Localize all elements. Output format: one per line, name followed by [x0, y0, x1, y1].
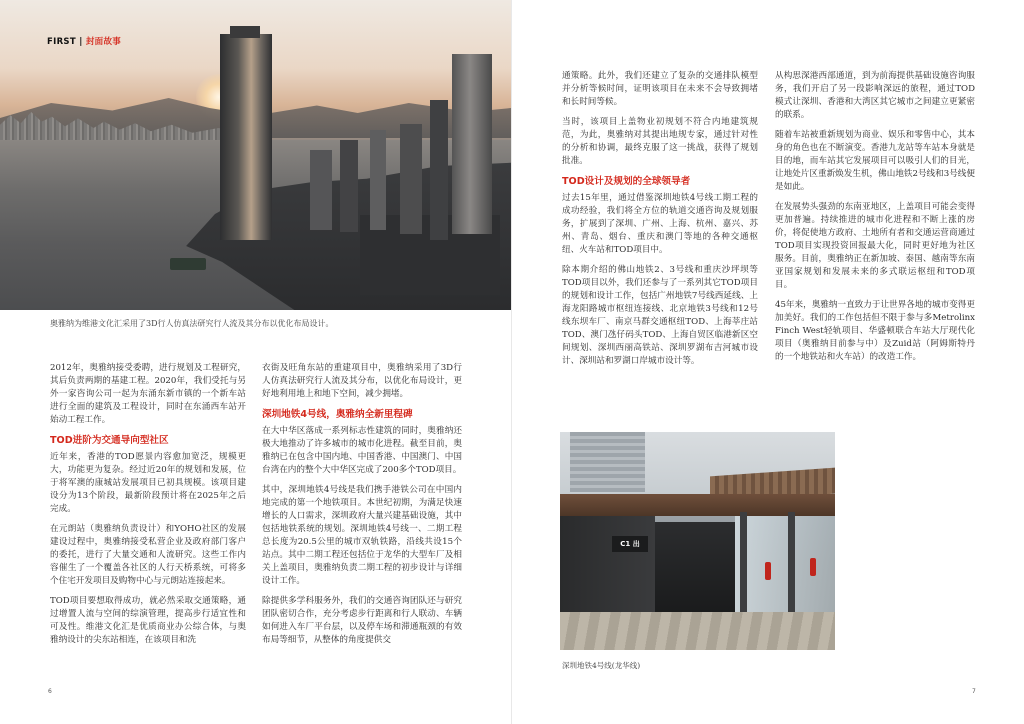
paragraph: 在元朗站（奥雅纳负责设计）和YOHO社区的发展建设过程中，奥雅纳接受私营企业及政府部门客户的委托，进行了大量交通和人流研究。这些工作内容催生了一个覆盖各社区的人行天桥系统，可将多个住宅开发项目及购物中心与元朗站连接起来。: [50, 524, 246, 586]
plaza-floor: [560, 612, 835, 650]
station-caption: 深圳地铁4号线(龙华线): [562, 661, 641, 670]
right-column-2: [775, 70, 975, 371]
running-head-section: 封面故事: [85, 37, 122, 47]
page-number: 7: [972, 688, 976, 695]
glass-facade: [735, 516, 835, 616]
paragraph: TOD项目要想取得成功，就必然采取交通策略，通过增置人流与空间的综演管理，提高步行适宜性和可及性。维港文化汇是优质商业办公综合体，与奥雅纳设计的尖东站相连，在该项目和洗: [50, 596, 246, 645]
red-lantern: [765, 562, 771, 580]
paragraph: 近年来，香港的TOD愿景内容愈加宽泛，规模更大，功能更为复杂。经过近20年的规划和发展，位于将军澳的康城站发展项目已初具规模。该项目建设分为13个阶段，最新阶段预计将在2025年之后完成。: [50, 452, 246, 514]
background-building: [570, 432, 645, 492]
subheading: TOD进阶为交通导向型社区: [50, 435, 169, 446]
running-head-prefix: FIRST: [47, 37, 76, 47]
paragraph: 除本期介绍的佛山地铁2、3号线和重庆沙坪坝等TOD项目以外，我们还参与了一系列其它TOD项目的规划和设计工作，包括广州地铁7号线西延线、上海龙阳路城市枢纽连接线、北京地铁3号线和12号线东坝车厂、南京马群交通枢纽TOD、上海莘庄站TOD、澳门氹仔码头TOD、上海自贸区临港新区空间规划、深圳西丽高铁站、深圳罗湖布吉河城市设计、深圳站和罗湖口岸城市设计等。: [562, 265, 758, 366]
station-photo: [560, 432, 835, 650]
left-column-1: [50, 362, 246, 654]
paragraph: 通策略。此外，我们还建立了复杂的交通排队模型并分析等候时间，证明该项目在未来不会导致拥堵和长时间等候。: [562, 71, 758, 107]
paragraph: 衣街及旺角东站的重建项目中，奥雅纳采用了3D行人仿真法研究行人流及其分布，以优化布局设计，更好地利用地上和地下空间，减少拥堵。: [262, 363, 462, 399]
hero-caption: 奥雅纳为维港文化汇采用了3D行人仿真法研究行人流及其分布以优化布局设计。: [50, 319, 334, 328]
tower: [430, 100, 448, 240]
subheading: 深圳地铁4号线，奥雅纳全新里程碑: [262, 409, 413, 420]
right-column-1: [562, 70, 758, 375]
tower-right: [452, 54, 492, 234]
paragraph: 在发展势头强劲的东南亚地区，上盖项目可能会变得更加普遍。持续推进的城市化进程和不断上涨的房价，将促使地方政府、土地所有者和交通运营商通过TOD项目实现投资回报最大化，同时更好地为社区服务。目前，奥雅纳正在新加坡、泰国、越南等东南亚国家规划和发展未来的多式联运枢纽和TOD项目。: [775, 202, 975, 290]
running-head: [47, 35, 121, 47]
station-entrance: [655, 522, 735, 618]
paragraph: 随着车站被重新规划为商业、娱乐和零售中心，其本身的角色也在不断演变。香港九龙站等车站本身就是目的地，而车站其它发展项目可以吸引人们的目光，让地处片区重新焕发生机，佛山地铁2号线和3号线便是如此。: [775, 130, 975, 192]
tower: [340, 140, 358, 232]
paragraph: 从构思深港西部通道，到为前海提供基础设施咨询服务，我们开启了另一段影响深远的旅程，通过TOD模式让深圳、香港和大湾区其它城市之间建立更紧密的联系。: [775, 71, 975, 120]
left-column-2: [262, 362, 462, 654]
page-number: 6: [48, 688, 52, 695]
running-head-separator: |: [79, 37, 83, 47]
tower: [310, 150, 332, 230]
boat: [170, 258, 206, 270]
red-lantern: [810, 558, 816, 576]
paragraph: 其中，深圳地铁4号线是我们携手港铁公司在中国内地完成的第一个地铁项目。本世纪初期，为满足快速增长的人口需求，深圳政府大量兴建基础设施，其中包括地铁系统的规划。深圳地铁4号线一、二期工程总长度为20.5公里的城市双轨铁路，沿线共设15个站点。其中二期工程还包括位于龙华的大型车厂及相关上盖项目，奥雅纳负责二期工程的初步设计与详细设计工作。: [262, 485, 462, 586]
paragraph: 45年来，奥雅纳一直致力于让世界各地的城市变得更加美好。我们的工作包括但不限于参与多Metrolinx Finch West轻轨项目、华盛顿联合车站大厅现代化项目（奥雅纳目前参与中）及Zuid站（阿姆斯特丹的一个地铁站和火车站）的改造工作。: [775, 300, 975, 362]
paragraph: 除提供多学科服务外，我们的交通咨询团队还与研究团队密切合作，充分考虑步行距离和行人联动、车辆如何进入车厂平台层，以及停车场和滞通瓶颈的有效布局等细节，从整体的角度提供交: [262, 596, 462, 645]
paragraph: 过去15年里，通过借鉴深圳地铁4号线工期工程的成功经验，我们将全方位的轨道交通咨询及规划服务，扩展到了深圳、广州、上海、杭州、嘉兴、苏州、青岛、烟台、重庆和澳门等地的各种交通枢纽、火车站和TOD项目中。: [562, 193, 758, 255]
paragraph: 在大中华区落成一系列标志性建筑的同时，奥雅纳还极大地推动了许多城市的城市化进程。截至目前，奥雅纳已在包含中国内地、中国香港、中国澳门、中国台湾在内的整个大中华区完成了200多个TOD项目。: [262, 426, 462, 475]
tower-main: [220, 34, 272, 240]
tower: [400, 124, 422, 234]
paragraph: 2012年，奥雅纳接受委聘，进行规划及工程研究，其后负责两期的基建工程。2020年，我们受托与另外一家咨询公司一起为东涌东新市镇的一个新车站进行全面的建筑及工程设计，同时在东涌西车站开始动工程工作。: [50, 363, 246, 425]
subheading: TOD设计及规划的全球领导者: [562, 176, 691, 187]
paragraph: 当时，该项目上盖物业初规划不符合内地建筑规范，为此，奥雅纳对其提出地规专家，通过针对性的分析和协调，最终克服了这一挑战，获得了规划批准。: [562, 117, 758, 166]
exit-sign: C1 出: [612, 536, 648, 552]
tower: [370, 130, 386, 230]
